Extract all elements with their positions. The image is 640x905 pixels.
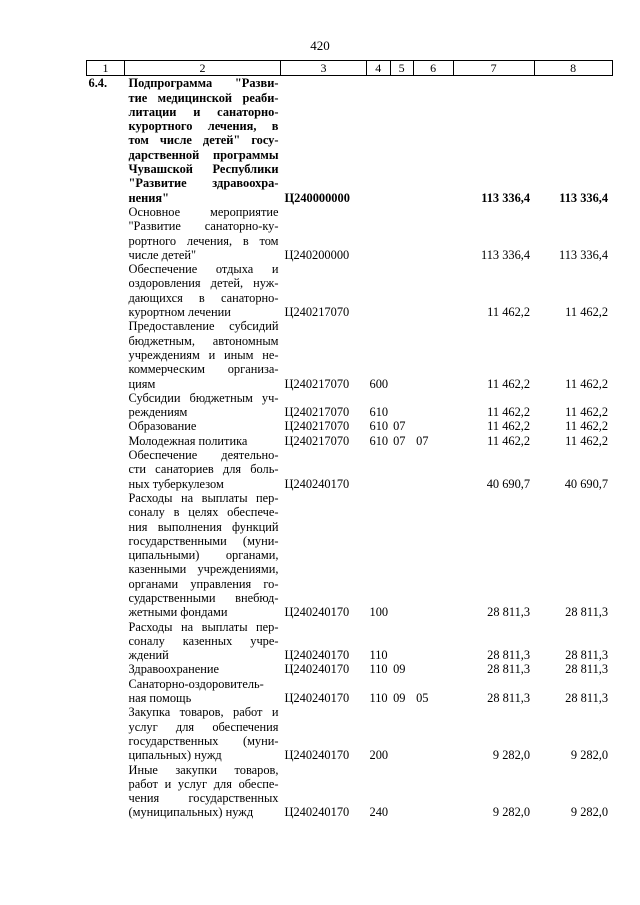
subsection-code: 05 <box>416 691 429 706</box>
amount-col8: 11 462,2 <box>565 305 609 320</box>
row-name-line: нения" <box>128 190 169 205</box>
section-code: 07 <box>393 433 406 448</box>
expense-type-code <box>367 205 391 262</box>
column-header: 3 <box>281 61 367 76</box>
column-header: 2 <box>125 61 281 76</box>
row-name-line: Расходы на выплаты пер- <box>128 490 279 505</box>
row-index <box>87 448 125 491</box>
row-name-line: государственных (муни- <box>128 733 279 748</box>
section-code: 07 <box>393 419 406 434</box>
row-index <box>87 620 125 663</box>
amount-col8: 9 282,0 <box>570 748 609 763</box>
amount-col8: 11 462,2 <box>565 433 609 448</box>
row-index <box>87 391 125 420</box>
amount-col8: 28 811,3 <box>565 691 609 706</box>
row-name <box>125 419 281 433</box>
expense-type-code: 110 <box>369 662 388 677</box>
table-row <box>87 419 613 433</box>
row-name-line: государственными (муни- <box>128 533 279 548</box>
row-name <box>125 262 281 319</box>
row-name <box>125 677 281 706</box>
amount-col8: 9 282,0 <box>570 805 609 820</box>
subsection-code <box>413 205 453 262</box>
amount-col8: 11 462,2 <box>565 376 609 391</box>
target-article-code: Ц240240170 <box>284 662 350 677</box>
target-article-code: Ц240240170 <box>284 605 350 620</box>
table-row <box>87 662 613 676</box>
row-name <box>125 205 281 262</box>
section-code: 09 <box>393 662 406 677</box>
subsection-code <box>413 705 453 762</box>
column-header: 5 <box>390 61 413 76</box>
column-header: 6 <box>413 61 453 76</box>
target-article-code: Ц240200000 <box>284 247 350 262</box>
row-index: 6.4. <box>88 76 108 91</box>
subsection-code <box>413 662 453 676</box>
amount-col7: 113 336,4 <box>481 190 531 205</box>
subsection-code <box>413 319 453 390</box>
section-code <box>390 319 413 390</box>
expense-type-code <box>367 448 391 491</box>
budget-table <box>86 60 613 820</box>
amount-col7: 11 462,2 <box>487 376 531 391</box>
row-name-line: Молодежная политика <box>128 433 248 448</box>
table-row <box>87 262 613 319</box>
subsection-code <box>413 448 453 491</box>
amount-col7: 11 462,2 <box>487 433 531 448</box>
row-index <box>87 491 125 620</box>
amount-col8: 40 690,7 <box>564 476 609 491</box>
row-name-line: Предоставление субсидий <box>128 319 279 334</box>
row-name-line: чения государственных <box>128 791 279 806</box>
section-code <box>390 448 413 491</box>
section-code <box>390 491 413 620</box>
amount-col8: 11 462,2 <box>565 419 609 434</box>
row-name-line: Основное мероприятие <box>128 204 279 219</box>
row-name-line: числе детей" <box>128 247 197 262</box>
row-name <box>125 491 281 620</box>
row-name-line: дающихся в санаторно- <box>128 290 279 305</box>
column-header: 7 <box>453 61 534 76</box>
row-name-line: рортного лечения, в том <box>128 233 279 248</box>
row-name-line: сударственными внебюд- <box>128 590 279 605</box>
target-article-code: Ц240000000 <box>284 190 350 205</box>
table-header-row <box>87 61 613 76</box>
target-article-code: Ц240240170 <box>284 748 350 763</box>
amount-col8: 28 811,3 <box>565 648 609 663</box>
row-index <box>87 419 125 433</box>
expense-type-code: 600 <box>369 376 389 391</box>
row-name <box>125 434 281 448</box>
subsection-code: 07 <box>416 433 429 448</box>
amount-col8: 28 811,3 <box>565 662 609 677</box>
row-name-line: дарственной программы <box>128 147 279 162</box>
section-code <box>390 705 413 762</box>
row-name-line: литации и санаторно- <box>128 104 279 119</box>
amount-col8: 28 811,3 <box>565 605 609 620</box>
row-name-line: Санаторно-оздоровитель- <box>128 676 264 691</box>
expense-type-code: 610 <box>369 405 389 420</box>
subsection-code <box>413 419 453 433</box>
expense-type-code: 610 <box>369 419 389 434</box>
section-code <box>390 76 413 205</box>
column-header: 1 <box>87 61 125 76</box>
target-article-code: Ц240240170 <box>284 691 350 706</box>
target-article-code: Ц240240170 <box>284 648 350 663</box>
row-name <box>125 448 281 491</box>
subsection-code <box>413 76 453 205</box>
row-name-line: (муниципальных) нужд <box>128 805 254 820</box>
expense-type-code: 200 <box>369 748 389 763</box>
table-row <box>87 491 613 620</box>
row-name-line: Образование <box>128 419 197 434</box>
row-name-line: органами управления го- <box>128 576 279 591</box>
row-name-line: ная помощь <box>128 691 192 706</box>
section-code <box>390 620 413 663</box>
target-article-code: Ц240217070 <box>284 376 350 391</box>
subsection-code <box>413 491 453 620</box>
expense-type-code: 110 <box>369 691 388 706</box>
table-row <box>87 319 613 390</box>
table-body <box>87 76 613 820</box>
table-row <box>87 434 613 448</box>
section-code <box>390 391 413 420</box>
table-row <box>87 205 613 262</box>
table-row <box>87 763 613 820</box>
row-name-line: учреждениям и иным не- <box>128 347 279 362</box>
section-code: 09 <box>393 691 406 706</box>
row-name <box>125 76 281 205</box>
row-name <box>125 391 281 420</box>
target-article-code: Ц240240170 <box>284 476 350 491</box>
row-name-line: том числе детей" госу- <box>128 133 279 148</box>
row-name-line: ждений <box>128 648 169 663</box>
expense-type-code: 610 <box>369 433 389 448</box>
row-index <box>87 319 125 390</box>
row-name <box>125 620 281 663</box>
row-index <box>87 763 125 820</box>
amount-col7: 11 462,2 <box>487 419 531 434</box>
table-row <box>87 76 613 205</box>
row-name-line: жетными фондами <box>128 605 228 620</box>
target-article-code: Ц240217070 <box>284 305 350 320</box>
table-row <box>87 448 613 491</box>
amount-col7: 11 462,2 <box>487 405 531 420</box>
row-name-line: Закупка товаров, работ и <box>128 705 279 720</box>
row-name-line: "Развитие здравоохра- <box>128 176 279 191</box>
row-name-line: ния выполнения функций <box>128 519 279 534</box>
amount-col7: 11 462,2 <box>487 305 531 320</box>
amount-col7: 9 282,0 <box>492 748 531 763</box>
section-code <box>390 262 413 319</box>
row-name-line: тие медицинской реаби- <box>128 90 279 105</box>
row-index <box>87 262 125 319</box>
target-article-code: Ц240240170 <box>284 805 350 820</box>
row-name-line: Иные закупки товаров, <box>128 762 279 777</box>
row-index <box>87 677 125 706</box>
row-name-line: ципальных) нужд <box>128 748 222 763</box>
row-name-line: курортном лечении <box>128 305 231 320</box>
row-name-line: Подпрограмма "Разви- <box>128 76 279 91</box>
subsection-code <box>413 262 453 319</box>
row-name-line: оздоровления детей, нуж- <box>128 276 279 291</box>
row-name-line: работ и услуг для обеспе- <box>128 776 279 791</box>
row-name-line: "Развитие санаторно-ку- <box>128 219 279 234</box>
row-index <box>87 434 125 448</box>
amount-col7: 40 690,7 <box>486 476 531 491</box>
row-name-line: Здравоохранение <box>128 662 220 677</box>
row-name-line: курортного лечения, в <box>128 119 279 134</box>
amount-col7: 28 811,3 <box>487 662 531 677</box>
row-name-line: сти санаториев для боль- <box>128 462 279 477</box>
target-article-code: Ц240217070 <box>284 419 350 434</box>
row-name-line: соналу в целях обеспече- <box>128 505 279 520</box>
row-name-line: Обеспечение отдыха и <box>128 262 279 277</box>
column-header: 4 <box>367 61 391 76</box>
row-name-line: бюджетным, автономным <box>128 333 279 348</box>
expense-type-code <box>367 76 391 205</box>
row-name-line: Расходы на выплаты пер- <box>128 619 279 634</box>
expense-type-code: 110 <box>369 648 388 663</box>
target-article-code: Ц240217070 <box>284 405 350 420</box>
row-name <box>125 763 281 820</box>
row-index <box>87 662 125 676</box>
section-code <box>390 763 413 820</box>
table-row <box>87 391 613 420</box>
row-name-line: Обеспечение деятельно- <box>128 448 279 463</box>
expense-type-code <box>367 262 391 319</box>
amount-col8: 113 336,4 <box>558 247 609 262</box>
row-index <box>87 205 125 262</box>
row-name-line: ных туберкулезом <box>128 476 224 491</box>
row-name-line: коммерческим организа- <box>128 362 279 377</box>
subsection-code <box>413 763 453 820</box>
row-name-line: соналу казенных учре- <box>128 633 279 648</box>
column-header: 8 <box>534 61 612 76</box>
target-article-code: Ц240217070 <box>284 433 350 448</box>
table-row <box>87 705 613 762</box>
expense-type-code: 100 <box>369 605 389 620</box>
row-name <box>125 662 281 676</box>
row-name-line: казенными учреждениями, <box>128 562 279 577</box>
amount-col7: 28 811,3 <box>487 648 531 663</box>
amount-col7: 9 282,0 <box>492 805 531 820</box>
row-name-line: ципальными) органами, <box>128 548 279 563</box>
row-name-line: услуг для обеспечения <box>128 719 279 734</box>
row-name-line: Субсидии бюджетным уч- <box>128 390 279 405</box>
expense-type-code: 240 <box>369 805 389 820</box>
amount-col8: 113 336,4 <box>559 190 609 205</box>
row-name-line: циям <box>128 376 156 391</box>
row-name-line: реждениям <box>128 405 188 420</box>
row-index <box>87 705 125 762</box>
table-row <box>87 677 613 706</box>
subsection-code <box>413 391 453 420</box>
subsection-code <box>413 620 453 663</box>
amount-col7: 28 811,3 <box>487 691 531 706</box>
row-name <box>125 705 281 762</box>
table-row <box>87 620 613 663</box>
amount-col7: 28 811,3 <box>487 605 531 620</box>
row-name-line: Чувашской Республики <box>128 162 279 177</box>
row-name <box>125 319 281 390</box>
amount-col8: 11 462,2 <box>565 405 609 420</box>
page-number: 420 <box>310 38 330 53</box>
amount-col7: 113 336,4 <box>480 247 531 262</box>
section-code <box>390 205 413 262</box>
